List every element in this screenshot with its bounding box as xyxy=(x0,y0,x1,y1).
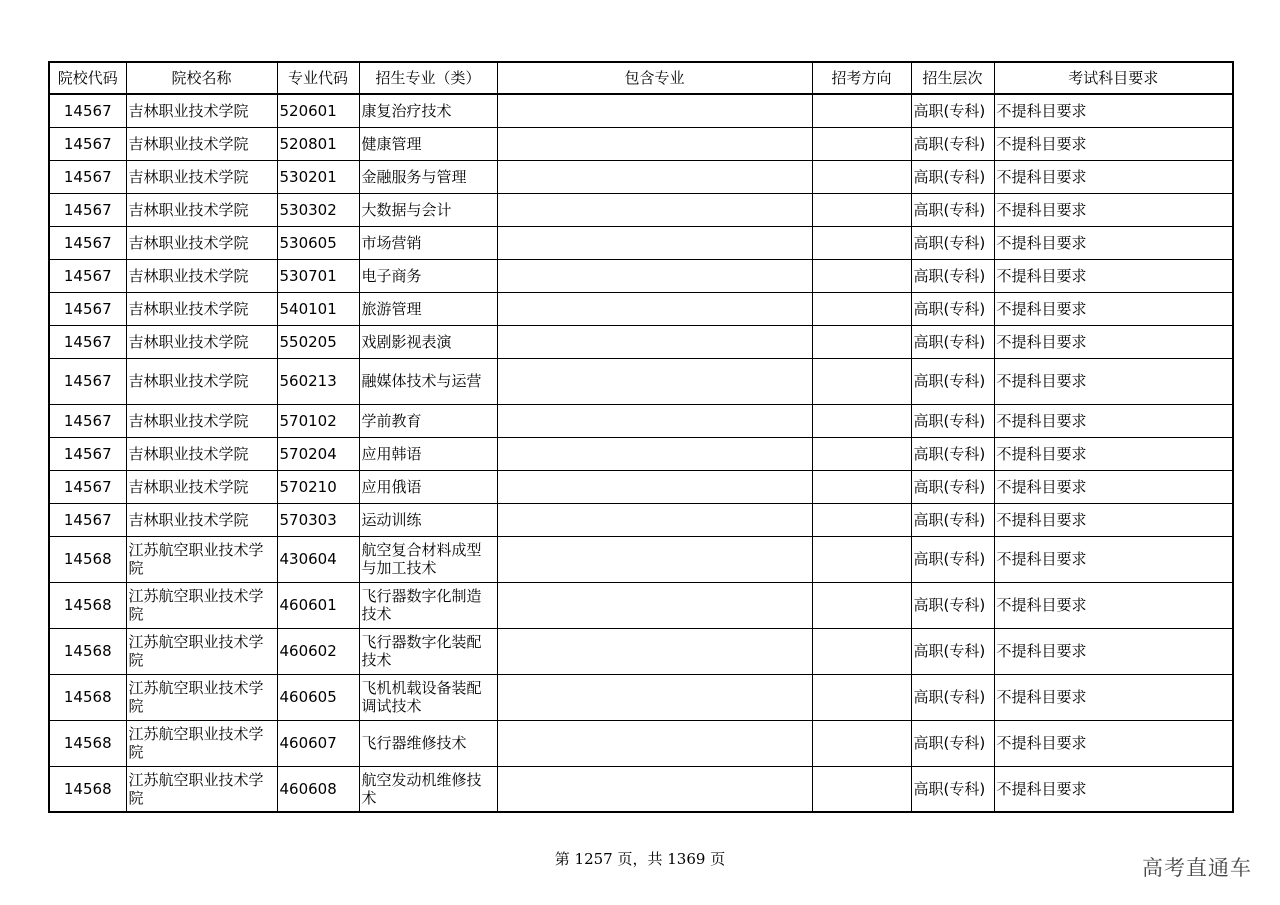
table-row xyxy=(49,503,1233,536)
direction-cell xyxy=(812,674,911,720)
direction-cell xyxy=(812,720,911,766)
level-cell: 高职(专科) xyxy=(911,259,994,292)
subject-requirement-cell: 不提科目要求 xyxy=(994,94,1233,127)
included-majors-cell xyxy=(497,226,812,259)
subject-requirement-cell: 不提科目要求 xyxy=(994,193,1233,226)
major-code-cell: 530302 xyxy=(277,193,359,226)
included-majors-cell xyxy=(497,160,812,193)
school-name-cell: 江苏航空职业技术学院 xyxy=(126,536,277,582)
subject-requirement-cell: 不提科目要求 xyxy=(994,127,1233,160)
school-code-cell: 14567 xyxy=(49,127,126,160)
subject-requirement-cell: 不提科目要求 xyxy=(994,582,1233,628)
major-code-cell: 530701 xyxy=(277,259,359,292)
table-row xyxy=(49,292,1233,325)
school-name-cell: 吉林职业技术学院 xyxy=(126,325,277,358)
major-code-cell: 460601 xyxy=(277,582,359,628)
level-cell: 高职(专科) xyxy=(911,160,994,193)
school-name-cell: 吉林职业技术学院 xyxy=(126,503,277,536)
school-code-cell: 14568 xyxy=(49,720,126,766)
included-majors-cell xyxy=(497,292,812,325)
major-name-cell: 金融服务与管理 xyxy=(359,160,497,193)
level-cell: 高职(专科) xyxy=(911,94,994,127)
included-majors-cell xyxy=(497,325,812,358)
major-name-cell: 康复治疗技术 xyxy=(359,94,497,127)
school-name-cell: 吉林职业技术学院 xyxy=(126,470,277,503)
header-level: 招生层次 xyxy=(911,62,994,94)
included-majors-cell xyxy=(497,358,812,404)
table-row xyxy=(49,628,1233,674)
direction-cell xyxy=(812,470,911,503)
table-row xyxy=(49,674,1233,720)
subject-requirement-cell: 不提科目要求 xyxy=(994,259,1233,292)
major-name-cell: 飞行器数字化制造技术 xyxy=(359,582,497,628)
enrollment-table xyxy=(48,61,1234,813)
school-code-cell: 14567 xyxy=(49,160,126,193)
table-row xyxy=(49,404,1233,437)
included-majors-cell xyxy=(497,720,812,766)
watermark-logo-text: 高考直通车 xyxy=(1142,856,1252,880)
school-code-cell: 14567 xyxy=(49,259,126,292)
school-name-cell: 吉林职业技术学院 xyxy=(126,226,277,259)
major-code-cell: 550205 xyxy=(277,325,359,358)
major-code-cell: 430604 xyxy=(277,536,359,582)
school-code-cell: 14568 xyxy=(49,766,126,812)
major-code-cell: 560213 xyxy=(277,358,359,404)
direction-cell xyxy=(812,226,911,259)
subject-requirement-cell: 不提科目要求 xyxy=(994,358,1233,404)
school-name-cell: 吉林职业技术学院 xyxy=(126,94,277,127)
major-name-cell: 市场营销 xyxy=(359,226,497,259)
major-name-cell: 飞机机载设备装配调试技术 xyxy=(359,674,497,720)
major-code-cell: 460605 xyxy=(277,674,359,720)
school-code-cell: 14567 xyxy=(49,437,126,470)
direction-cell xyxy=(812,536,911,582)
direction-cell xyxy=(812,160,911,193)
included-majors-cell xyxy=(497,259,812,292)
included-majors-cell xyxy=(497,193,812,226)
subject-requirement-cell: 不提科目要求 xyxy=(994,226,1233,259)
level-cell: 高职(专科) xyxy=(911,358,994,404)
header-school-code: 院校代码 xyxy=(49,62,126,94)
level-cell: 高职(专科) xyxy=(911,720,994,766)
header-major-code: 专业代码 xyxy=(277,62,359,94)
school-name-cell: 江苏航空职业技术学院 xyxy=(126,582,277,628)
header-subject-requirement: 考试科目要求 xyxy=(994,62,1233,94)
major-name-cell: 航空发动机维修技术 xyxy=(359,766,497,812)
table-row xyxy=(49,193,1233,226)
level-cell: 高职(专科) xyxy=(911,470,994,503)
school-name-cell: 吉林职业技术学院 xyxy=(126,127,277,160)
header-included-majors: 包含专业 xyxy=(497,62,812,94)
direction-cell xyxy=(812,437,911,470)
subject-requirement-cell: 不提科目要求 xyxy=(994,674,1233,720)
major-name-cell: 应用俄语 xyxy=(359,470,497,503)
school-code-cell: 14568 xyxy=(49,628,126,674)
level-cell: 高职(专科) xyxy=(911,127,994,160)
table-row xyxy=(49,536,1233,582)
school-code-cell: 14567 xyxy=(49,292,126,325)
school-code-cell: 14567 xyxy=(49,358,126,404)
included-majors-cell xyxy=(497,503,812,536)
table-row xyxy=(49,325,1233,358)
school-name-cell: 吉林职业技术学院 xyxy=(126,292,277,325)
major-name-cell: 飞行器数字化装配技术 xyxy=(359,628,497,674)
major-name-cell: 飞行器维修技术 xyxy=(359,720,497,766)
major-name-cell: 运动训练 xyxy=(359,503,497,536)
subject-requirement-cell: 不提科目要求 xyxy=(994,404,1233,437)
direction-cell xyxy=(812,94,911,127)
table-row xyxy=(49,437,1233,470)
level-cell: 高职(专科) xyxy=(911,582,994,628)
direction-cell xyxy=(812,292,911,325)
subject-requirement-cell: 不提科目要求 xyxy=(994,470,1233,503)
subject-requirement-cell: 不提科目要求 xyxy=(994,503,1233,536)
level-cell: 高职(专科) xyxy=(911,536,994,582)
school-code-cell: 14568 xyxy=(49,674,126,720)
included-majors-cell xyxy=(497,94,812,127)
school-name-cell: 江苏航空职业技术学院 xyxy=(126,628,277,674)
subject-requirement-cell: 不提科目要求 xyxy=(994,325,1233,358)
major-code-cell: 460608 xyxy=(277,766,359,812)
school-name-cell: 吉林职业技术学院 xyxy=(126,437,277,470)
major-code-cell: 460602 xyxy=(277,628,359,674)
school-code-cell: 14567 xyxy=(49,404,126,437)
major-code-cell: 570210 xyxy=(277,470,359,503)
direction-cell xyxy=(812,259,911,292)
school-code-cell: 14568 xyxy=(49,582,126,628)
major-code-cell: 530605 xyxy=(277,226,359,259)
level-cell: 高职(专科) xyxy=(911,437,994,470)
level-cell: 高职(专科) xyxy=(911,292,994,325)
major-name-cell: 健康管理 xyxy=(359,127,497,160)
major-code-cell: 520801 xyxy=(277,127,359,160)
included-majors-cell xyxy=(497,127,812,160)
included-majors-cell xyxy=(497,582,812,628)
major-name-cell: 应用韩语 xyxy=(359,437,497,470)
included-majors-cell xyxy=(497,536,812,582)
level-cell: 高职(专科) xyxy=(911,325,994,358)
level-cell: 高职(专科) xyxy=(911,226,994,259)
table-row xyxy=(49,94,1233,127)
table-row xyxy=(49,358,1233,404)
table-row xyxy=(49,160,1233,193)
major-code-cell: 570303 xyxy=(277,503,359,536)
school-code-cell: 14567 xyxy=(49,94,126,127)
school-code-cell: 14567 xyxy=(49,503,126,536)
direction-cell xyxy=(812,766,911,812)
level-cell: 高职(专科) xyxy=(911,404,994,437)
table-row xyxy=(49,259,1233,292)
table-row xyxy=(49,226,1233,259)
direction-cell xyxy=(812,404,911,437)
direction-cell xyxy=(812,127,911,160)
major-code-cell: 460607 xyxy=(277,720,359,766)
table-row xyxy=(49,470,1233,503)
school-name-cell: 江苏航空职业技术学院 xyxy=(126,766,277,812)
major-code-cell: 570204 xyxy=(277,437,359,470)
school-name-cell: 江苏航空职业技术学院 xyxy=(126,674,277,720)
major-name-cell: 学前教育 xyxy=(359,404,497,437)
included-majors-cell xyxy=(497,470,812,503)
school-code-cell: 14567 xyxy=(49,226,126,259)
direction-cell xyxy=(812,503,911,536)
subject-requirement-cell: 不提科目要求 xyxy=(994,536,1233,582)
header-major-name: 招生专业（类） xyxy=(359,62,497,94)
page-number: 第 1257 页，共 1369 页 xyxy=(554,850,726,868)
table-row xyxy=(49,582,1233,628)
table-header-row xyxy=(49,62,1233,94)
direction-cell xyxy=(812,628,911,674)
direction-cell xyxy=(812,358,911,404)
header-school-name: 院校名称 xyxy=(126,62,277,94)
school-name-cell: 吉林职业技术学院 xyxy=(126,193,277,226)
table-row xyxy=(49,766,1233,812)
school-code-cell: 14568 xyxy=(49,536,126,582)
school-code-cell: 14567 xyxy=(49,325,126,358)
level-cell: 高职(专科) xyxy=(911,193,994,226)
major-name-cell: 融媒体技术与运营 xyxy=(359,358,497,404)
level-cell: 高职(专科) xyxy=(911,503,994,536)
included-majors-cell xyxy=(497,437,812,470)
major-code-cell: 570102 xyxy=(277,404,359,437)
included-majors-cell xyxy=(497,404,812,437)
level-cell: 高职(专科) xyxy=(911,766,994,812)
subject-requirement-cell: 不提科目要求 xyxy=(994,292,1233,325)
major-name-cell: 电子商务 xyxy=(359,259,497,292)
subject-requirement-cell: 不提科目要求 xyxy=(994,160,1233,193)
major-name-cell: 大数据与会计 xyxy=(359,193,497,226)
school-name-cell: 吉林职业技术学院 xyxy=(126,358,277,404)
direction-cell xyxy=(812,582,911,628)
school-code-cell: 14567 xyxy=(49,193,126,226)
included-majors-cell xyxy=(497,628,812,674)
major-name-cell: 旅游管理 xyxy=(359,292,497,325)
school-name-cell: 吉林职业技术学院 xyxy=(126,404,277,437)
school-name-cell: 江苏航空职业技术学院 xyxy=(126,720,277,766)
direction-cell xyxy=(812,193,911,226)
included-majors-cell xyxy=(497,674,812,720)
table-row xyxy=(49,720,1233,766)
school-name-cell: 吉林职业技术学院 xyxy=(126,160,277,193)
level-cell: 高职(专科) xyxy=(911,628,994,674)
subject-requirement-cell: 不提科目要求 xyxy=(994,628,1233,674)
major-code-cell: 530201 xyxy=(277,160,359,193)
subject-requirement-cell: 不提科目要求 xyxy=(994,720,1233,766)
subject-requirement-cell: 不提科目要求 xyxy=(994,437,1233,470)
included-majors-cell xyxy=(497,766,812,812)
school-name-cell: 吉林职业技术学院 xyxy=(126,259,277,292)
major-code-cell: 540101 xyxy=(277,292,359,325)
major-name-cell: 航空复合材料成型与加工技术 xyxy=(359,536,497,582)
direction-cell xyxy=(812,325,911,358)
school-code-cell: 14567 xyxy=(49,470,126,503)
major-name-cell: 戏剧影视表演 xyxy=(359,325,497,358)
header-direction: 招考方向 xyxy=(812,62,911,94)
level-cell: 高职(专科) xyxy=(911,674,994,720)
table-row xyxy=(49,127,1233,160)
major-code-cell: 520601 xyxy=(277,94,359,127)
subject-requirement-cell: 不提科目要求 xyxy=(994,766,1233,812)
